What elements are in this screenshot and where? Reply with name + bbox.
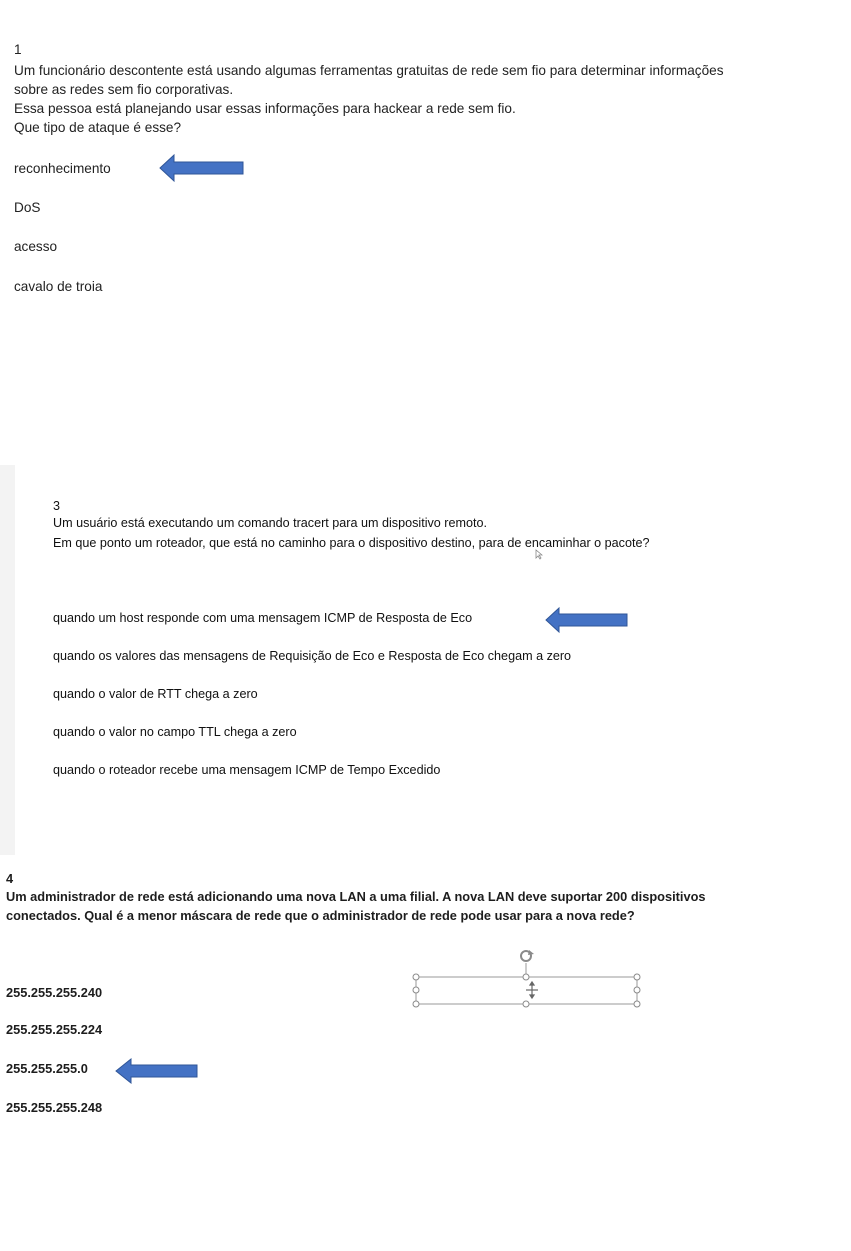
q3-option-4: quando o valor no campo TTL chega a zero	[53, 725, 297, 739]
q3-option-3: quando o valor de RTT chega a zero	[53, 687, 258, 701]
resize-handle-bottom	[523, 1001, 529, 1007]
q1-option-4: cavalo de troia	[14, 279, 103, 294]
panel-edge	[0, 465, 15, 855]
left-arrow-icon	[158, 152, 246, 184]
q3-stem-line2: Em que ponto um roteador, que está no caminho para o dispositivo destino, para de encaminhar o pacote?	[53, 536, 650, 550]
resize-handle-bottom-right	[634, 1001, 640, 1007]
q1-stem-line2: sobre as redes sem fio corporativas.	[14, 82, 234, 97]
q3-option-2: quando os valores das mensagens de Requisição de Eco e Resposta de Eco chegam a zero	[53, 649, 572, 663]
q4-number: 4	[6, 871, 14, 886]
q4-option-2: 255.255.255.224	[6, 1022, 103, 1037]
q1-option-2: DoS	[14, 200, 41, 215]
q3-option-1: quando um host responde com uma mensagem ICMP de Resposta de Eco	[53, 611, 473, 625]
q4-option-3: 255.255.255.0	[6, 1061, 88, 1076]
q1-stem-line1: Um funcionário descontente está usando algumas ferramentas gratuitas de rede sem fio para determinar informações	[14, 63, 724, 78]
q1-stem-line3: Essa pessoa está planejando usar essas informações para hackear a rede sem fio.	[14, 101, 516, 116]
resize-handle-top-left	[413, 974, 419, 980]
q1-option-1: reconhecimento	[14, 161, 111, 176]
q3-stem-line1: Um usuário está executando um comando tracert para um dispositivo remoto.	[53, 516, 487, 530]
resize-handle-left	[413, 987, 419, 993]
q4-stem-line2: conectados. Qual é a menor máscara de rede que o administrador de rede pode usar para a nova rede?	[6, 908, 635, 923]
resize-handle-bottom-left	[413, 1001, 419, 1007]
rotate-handle-icon[interactable]	[521, 950, 534, 961]
q1-option-3: acesso	[14, 239, 58, 254]
resize-handle-right	[634, 987, 640, 993]
q4-stem-line1: Um administrador de rede está adicionando uma nova LAN a uma filial. A nova LAN deve suportar 200 dispositivos	[6, 889, 706, 904]
q1-stem-line4: Que tipo de ataque é esse?	[14, 120, 182, 135]
selected-shape-frame[interactable]	[408, 946, 648, 1012]
resize-handle-top	[523, 974, 529, 980]
q4-option-1: 255.255.255.240	[6, 985, 103, 1000]
mouse-pointer-icon	[535, 549, 543, 560]
left-arrow-icon	[114, 1056, 200, 1086]
move-cursor-icon	[526, 982, 538, 998]
q1-number: 1	[14, 42, 22, 57]
left-arrow-icon	[544, 605, 630, 635]
q3-number: 3	[53, 499, 61, 513]
q4-option-4: 255.255.255.248	[6, 1100, 103, 1115]
q3-option-5: quando o roteador recebe uma mensagem ICMP de Tempo Excedido	[53, 763, 441, 777]
resize-handle-top-right	[634, 974, 640, 980]
